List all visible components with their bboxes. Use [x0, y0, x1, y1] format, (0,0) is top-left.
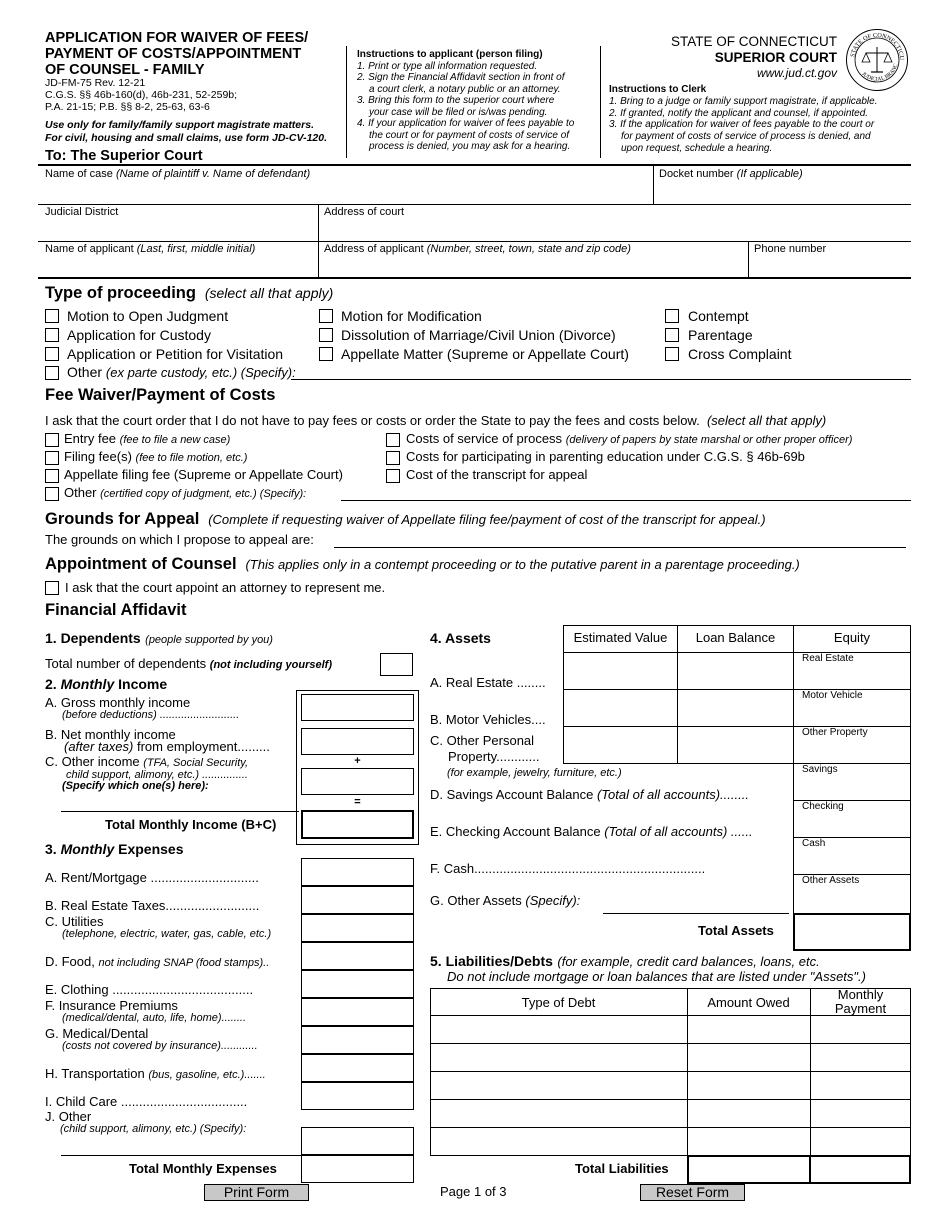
- proceeding-label: Motion to Open Judgment: [67, 308, 229, 324]
- expense-f-label: F. Insurance Premiums (medical/dental, auto, life, home)........: [45, 998, 247, 1024]
- dependents-heading: 1. Dependents (people supported by you): [45, 630, 273, 646]
- total-income-label: Total Monthly Income (B+C): [105, 817, 277, 832]
- entry-fee-label: Entry fee (fee to file a new case): [64, 431, 231, 446]
- assets-col-label: Estimated Value: [573, 630, 668, 645]
- page-number: Page 1 of 3: [440, 1184, 507, 1199]
- plus-sign: +: [354, 755, 361, 767]
- proceeding-label: Application for Custody: [67, 327, 211, 343]
- service-costs-label: Costs of service of process (delivery of papers by state marshal or other proper officer): [406, 431, 853, 446]
- checkbox-contempt[interactable]: [665, 309, 679, 323]
- appeal-grounds-label: The grounds on which I propose to appeal are:: [45, 532, 314, 547]
- counsel-heading: Appointment of Counsel (This applies only in a contempt proceeding or to the putative parent in a parentage proceeding.): [45, 555, 800, 573]
- checkbox-transcript-cost[interactable]: [386, 469, 400, 483]
- expense-h-label: H. Transportation (bus, gasoline, etc.).......: [45, 1066, 266, 1081]
- total-assets-label: Total Assets: [698, 923, 774, 938]
- expense-j-label: J. Other (child support, alimony, etc.) (Specify):: [45, 1109, 247, 1135]
- expense-c-label: C. Utilities (telephone, electric, water, gas, cable, etc.): [45, 914, 272, 940]
- name-of-applicant-label: Name of applicant (Last, first, middle initial): [45, 243, 256, 255]
- expense-d-label: D. Food, not including SNAP (food stamps)..: [45, 954, 270, 969]
- income-b-label: B. Net monthly income (after taxes) from employment.........: [45, 727, 270, 754]
- other-assets-specify-input[interactable]: [603, 913, 789, 914]
- proceeding-label: Appellate Matter (Supreme or Appellate Court): [341, 346, 629, 362]
- liabilities-col-label: Type of Debt: [521, 995, 596, 1010]
- appeal-grounds-input[interactable]: [334, 547, 906, 548]
- state-seal-icon: [845, 28, 909, 92]
- checkbox-entry-fee[interactable]: [45, 433, 59, 447]
- svg-text:JUDICIAL BRANCH: JUDICIAL BRANC: [860, 63, 900, 83]
- checkbox-application-visitation[interactable]: [45, 347, 59, 361]
- appellate-fee-label: Appellate filing fee (Supreme or Appellate Court): [64, 467, 343, 482]
- motor-vehicle-loan-input[interactable]: [677, 689, 794, 727]
- checkbox-dissolution[interactable]: [319, 328, 333, 342]
- liability-row[interactable]: [431, 1016, 911, 1043]
- filing-fee-label: Filing fee(s) (fee to file motion, etc.): [64, 449, 248, 464]
- total-income-input[interactable]: [301, 810, 414, 839]
- income-a-input[interactable]: [301, 694, 414, 721]
- expense-h-input[interactable]: [301, 1054, 414, 1082]
- address-of-applicant-label: Address of applicant (Number, street, town, state and zip code): [324, 243, 631, 255]
- equity-label: Motor Vehicle: [802, 690, 863, 701]
- proceeding-label: Dissolution of Marriage/Civil Union (Divorce): [341, 327, 616, 343]
- checkbox-service-costs[interactable]: [386, 433, 400, 447]
- checkbox-fee-other[interactable]: [45, 487, 59, 501]
- checkbox-motion-modification[interactable]: [319, 309, 333, 323]
- parenting-education-label: Costs for participating in parenting education under C.G.S. § 46b-69b: [406, 449, 805, 464]
- motor-vehicle-value-input[interactable]: [563, 689, 678, 727]
- asset-g-label: G. Other Assets (Specify):: [430, 893, 581, 908]
- expense-b-input[interactable]: [301, 886, 414, 914]
- equals-sign: =: [354, 796, 361, 808]
- expense-j-input[interactable]: [301, 1127, 414, 1155]
- income-heading: 2. Monthly Income: [45, 676, 168, 692]
- expense-a-input[interactable]: [301, 858, 414, 886]
- asset-d-label: D. Savings Account Balance (Total of all accounts)........: [430, 787, 749, 802]
- liabilities-col-label: Monthly Payment: [834, 987, 887, 1016]
- assets-heading: 4. Assets: [430, 630, 491, 646]
- fee-intro: I ask that the court order that I do not have to pay fees or costs or order the State to pay the fees and costs below. (select all that apply): [45, 413, 827, 428]
- judicial-district-input[interactable]: [45, 219, 315, 239]
- fee-other-label: Other (certified copy of judgment, etc.) (Specify):: [64, 485, 307, 500]
- fee-other-input[interactable]: [341, 500, 911, 501]
- asset-e-label: E. Checking Account Balance (Total of all accounts) ......: [430, 824, 753, 839]
- liability-row[interactable]: [431, 1100, 911, 1127]
- address-of-applicant-input[interactable]: [324, 256, 744, 276]
- other-property-value-input[interactable]: [563, 726, 678, 764]
- proceeding-other-input[interactable]: [291, 379, 911, 380]
- checkbox-appellate-fee[interactable]: [45, 469, 59, 483]
- name-of-case-input[interactable]: [45, 182, 650, 202]
- appoint-attorney-label: I ask that the court appoint an attorney to represent me.: [65, 580, 386, 595]
- total-liabilities-amount-input[interactable]: [687, 1155, 811, 1184]
- proceeding-heading: Type of proceeding (select all that apply): [45, 284, 334, 302]
- total-expenses-input[interactable]: [301, 1155, 414, 1183]
- fee-heading: Fee Waiver/Payment of Costs: [45, 386, 276, 404]
- dependents-total-input[interactable]: [380, 653, 413, 676]
- use-note: Use only for family/family support magistrate matters. For civil, housing and small claims, use form JD-CV-120.: [45, 119, 328, 144]
- applicant-instructions: Instructions to applicant (person filing) 1. Print or type all information requested. 2. Sign the Financial Affidavit section in front of a court clerk, a notary public or an attorney. 3. Bring this form to the superior court where your case will be filed or is/was pending. 4. If your application for waiver of fees payable to the court or for payment of costs of service of process is denied, you may ask for a hearing.: [357, 49, 575, 152]
- liability-row[interactable]: [431, 1128, 911, 1155]
- real-estate-loan-input[interactable]: [677, 652, 794, 690]
- phone-label: Phone number: [754, 243, 827, 255]
- total-assets-input[interactable]: [793, 913, 911, 951]
- checkbox-motion-open-judgment[interactable]: [45, 309, 59, 323]
- income-c-input[interactable]: [301, 768, 414, 795]
- liability-row[interactable]: [431, 1072, 911, 1099]
- expense-i-input[interactable]: [301, 1082, 414, 1110]
- expense-f-input[interactable]: [301, 998, 414, 1026]
- other-property-loan-input[interactable]: [677, 726, 794, 764]
- expense-a-label: A. Rent/Mortgage ..............................: [45, 870, 259, 885]
- court-header: STATE OF CONNECTICUT SUPERIOR COURT www.jud.ct.gov: [671, 34, 837, 80]
- real-estate-value-input[interactable]: [563, 652, 678, 690]
- judicial-district-label: Judicial District: [45, 206, 119, 218]
- name-of-applicant-input[interactable]: [45, 256, 315, 276]
- affidavit-heading: Financial Affidavit: [45, 601, 187, 619]
- reset-form-button[interactable]: Reset Form: [640, 1184, 745, 1201]
- dependents-total-label: Total number of dependents (not including yourself): [45, 656, 333, 671]
- expense-b-label: B. Real Estate Taxes..........................: [45, 898, 260, 913]
- form-id-block: JD-FM-75 Rev. 12-21 C.G.S. §§ 46b-160(d), 46b-231, 52-259b; P.A. 21-15; P.B. §§ 8-2, 25-63, 63-6: [45, 77, 238, 113]
- proceeding-label: Motion for Modification: [341, 308, 482, 324]
- equity-label: Checking: [802, 801, 844, 812]
- proceeding-other-label: Other (ex parte custody, etc.) (Specify):: [67, 364, 296, 380]
- total-expenses-label: Total Monthly Expenses: [129, 1161, 277, 1176]
- total-liabilities-payment-input[interactable]: [809, 1155, 911, 1184]
- expense-e-input[interactable]: [301, 970, 414, 998]
- expense-c-input[interactable]: [301, 914, 414, 942]
- phone-input[interactable]: [754, 256, 909, 276]
- equity-label: Other Assets: [802, 875, 860, 886]
- expense-e-label: E. Clothing .......................................: [45, 982, 254, 997]
- print-form-button[interactable]: Print Form: [204, 1184, 309, 1201]
- proceeding-label: Parentage: [688, 327, 753, 343]
- checkbox-proceeding-other[interactable]: [45, 366, 59, 380]
- proceeding-label: Contempt: [688, 308, 749, 324]
- appeal-heading: Grounds for Appeal (Complete if requesting waiver of Appellate filing fee/payment of cost of the transcript for appeal.): [45, 510, 766, 528]
- income-b-input[interactable]: [301, 728, 414, 755]
- asset-b-label: B. Motor Vehicles....: [430, 712, 546, 727]
- checkbox-filing-fee[interactable]: [45, 451, 59, 465]
- income-a-label: A. Gross monthly income (before deductions) ..........................: [45, 695, 240, 721]
- expense-g-input[interactable]: [301, 1026, 414, 1054]
- docket-label: Docket number (If applicable): [659, 168, 803, 180]
- equity-label: Cash: [802, 838, 826, 849]
- income-c-label: C. Other income (TFA, Social Security, child support, alimony, etc.) ............... (Specify which one(s) here):: [45, 754, 249, 792]
- assets-col-label: Equity: [833, 630, 871, 645]
- checkbox-appoint-attorney[interactable]: [45, 581, 59, 595]
- asset-c-label: C. Other Personal Property............: [430, 733, 540, 764]
- proceeding-label: Cross Complaint: [688, 346, 792, 362]
- checkbox-application-custody[interactable]: [45, 328, 59, 342]
- transcript-cost-label: Cost of the transcript for appeal: [406, 467, 588, 482]
- asset-c-hint: (for example, jewelry, furniture, etc.): [447, 767, 622, 779]
- expense-i-label: I. Child Care ...................................: [45, 1094, 248, 1109]
- asset-a-label: A. Real Estate ........: [430, 675, 546, 690]
- docket-input[interactable]: [659, 182, 909, 202]
- address-of-court-input[interactable]: [324, 219, 909, 239]
- address-of-court-label: Address of court: [324, 206, 405, 218]
- expense-d-input[interactable]: [301, 942, 414, 970]
- equity-label: Real Estate: [802, 653, 854, 664]
- liabilities-heading: 5. Liabilities/Debts (for example, credit card balances, loans, etc. Do not include mortgage or loan balances that are listed under "Assets".): [430, 953, 866, 984]
- to-line: To: The Superior Court: [45, 148, 203, 164]
- checkbox-parentage[interactable]: [665, 328, 679, 342]
- expenses-heading: 3. Monthly Expenses: [45, 841, 184, 857]
- liability-row[interactable]: [431, 1044, 911, 1071]
- clerk-instructions: Instructions to Clerk 1. Bring to a judge or family support magistrate, if applicable. 2. If granted, notify the applicant and counsel, if appointed. 3. If the application for waiver of fees payable to the court or for payment of costs of service of process is denied, and upon request, schedule a hearing.: [609, 84, 878, 154]
- total-liabilities-label: Total Liabilities: [575, 1161, 669, 1176]
- checkbox-appellate-matter[interactable]: [319, 347, 333, 361]
- checkbox-parenting-education[interactable]: [386, 451, 400, 465]
- expense-g-label: G. Medical/Dental (costs not covered by insurance)............: [45, 1026, 258, 1052]
- assets-col-label: Loan Balance: [695, 630, 776, 645]
- equity-label: Savings: [802, 764, 838, 775]
- proceeding-label: Application or Petition for Visitation: [67, 346, 284, 362]
- svg-text:STATE OF CONNECTICUT: STATE OF CONNECTICU: [849, 31, 906, 61]
- equity-label: Other Property: [802, 727, 868, 738]
- form-title: APPLICATION FOR WAIVER OF FEES/ PAYMENT OF COSTS/APPOINTMENT OF COUNSEL - FAMILY: [45, 30, 309, 78]
- liabilities-col-label: Amount Owed: [707, 995, 790, 1010]
- checkbox-cross-complaint[interactable]: [665, 347, 679, 361]
- asset-f-label: F. Cash................................................................: [430, 861, 706, 876]
- name-of-case-label: Name of case (Name of plaintiff v. Name of defendant): [45, 168, 311, 180]
